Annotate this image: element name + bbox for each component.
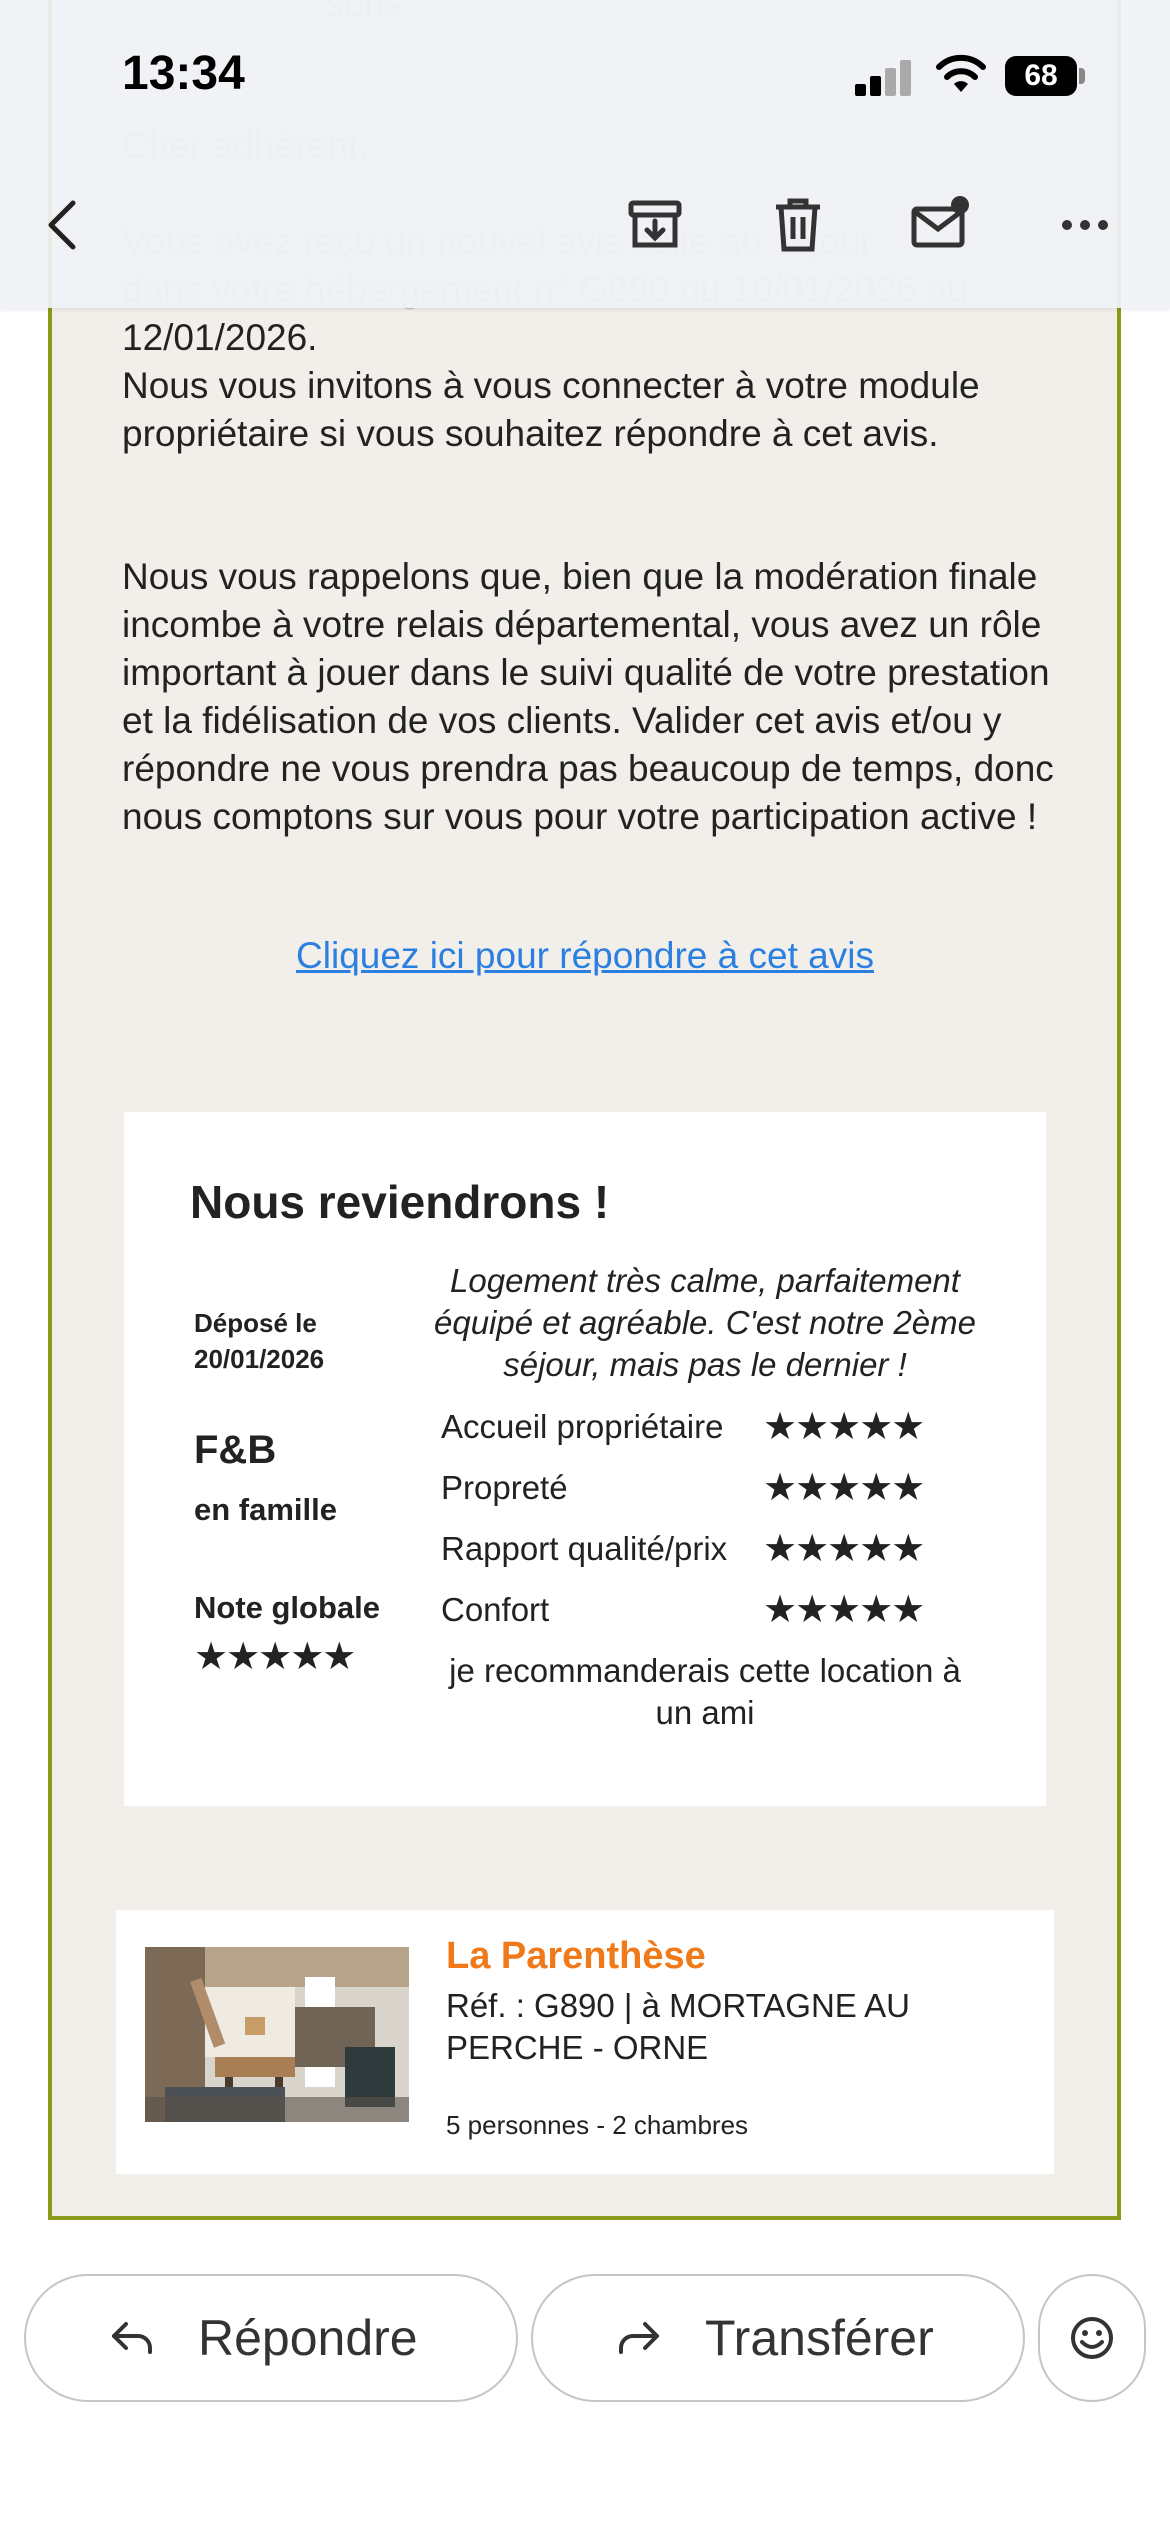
criterion-label: Propreté (441, 1469, 568, 1506)
criterion-label: Confort (441, 1591, 550, 1628)
top-toolbar (0, 0, 1170, 308)
battery-icon (1005, 56, 1085, 96)
property-capacity: 5 personnes - 2 chambres (446, 2110, 749, 2140)
reply-arrow-icon (106, 2312, 158, 2364)
overall-rating-label: Note globale (194, 1590, 381, 1625)
battery-level: 68 (1005, 56, 1077, 96)
criterion-stars: ★★★★★ (763, 1467, 924, 1509)
property-name[interactable]: La Parenthèse (446, 1935, 706, 1977)
criterion-label: Accueil propriétaire (441, 1408, 724, 1445)
review-author-type: en famille (194, 1492, 337, 1527)
forward-label: Transférer (705, 2310, 934, 2366)
forward-button[interactable] (531, 2274, 1025, 2402)
criterion-label: Rapport qualité/prix (441, 1530, 728, 1567)
trash-icon[interactable] (763, 190, 833, 260)
archive-icon[interactable] (620, 190, 690, 260)
posted-date: 20/01/2026 (194, 1344, 325, 1374)
status-time: 13:34 (122, 47, 245, 100)
review-comment: Logement très calme, parfaitement équipé et agréable. C'est notre 2ème séjour, mais pas le dernier ! (434, 1262, 976, 1383)
recommend-text: je recommanderais cette location à un ami (449, 1652, 961, 1731)
email-paragraph-2: Nous vous rappelons que, bien que la modération finale incombe à votre relais départemental, vous avez un rôle important à jouer dans le suivi qualité de votre prestation et la fidélisation de vos clients. Valider cet avis et/ou y répondre ne vous prendra pas beaucoup de temps, donc nous comptons sur vous pour votre participation active ! (122, 556, 1054, 837)
more-options-icon[interactable] (1050, 190, 1120, 260)
review-author: F&B (194, 1428, 277, 1472)
emoji-reaction-button[interactable] (1038, 2274, 1146, 2402)
email-paragraph-1: 12/01/2026. Nous vous invitons à vous connecter à votre module propriétaire si vous souhaitez répondre à cet avis. (122, 317, 980, 454)
wifi-icon (935, 52, 987, 96)
forward-arrow-icon (613, 2312, 665, 2364)
mark-unread-icon[interactable] (905, 190, 975, 260)
criterion-stars: ★★★★★ (763, 1528, 924, 1570)
reply-button[interactable] (24, 2274, 518, 2402)
overall-rating-stars: ★★★★★ (194, 1636, 355, 1678)
review-title: Nous reviendrons ! (190, 1176, 610, 1228)
property-reference: Réf. : G890 | à MORTAGNE AU PERCHE - ORNE (446, 1987, 910, 2066)
back-chevron-icon[interactable] (30, 190, 100, 260)
criterion-stars: ★★★★★ (763, 1589, 924, 1631)
property-photo[interactable] (145, 1947, 409, 2122)
cellular-signal-icon (855, 56, 915, 96)
criterion-stars: ★★★★★ (763, 1406, 924, 1448)
reply-review-link[interactable]: Cliquez ici pour répondre à cet avis (296, 935, 874, 976)
reply-label: Répondre (198, 2310, 418, 2366)
smiley-icon (1066, 2312, 1118, 2364)
posted-label: Déposé le (194, 1308, 317, 1338)
